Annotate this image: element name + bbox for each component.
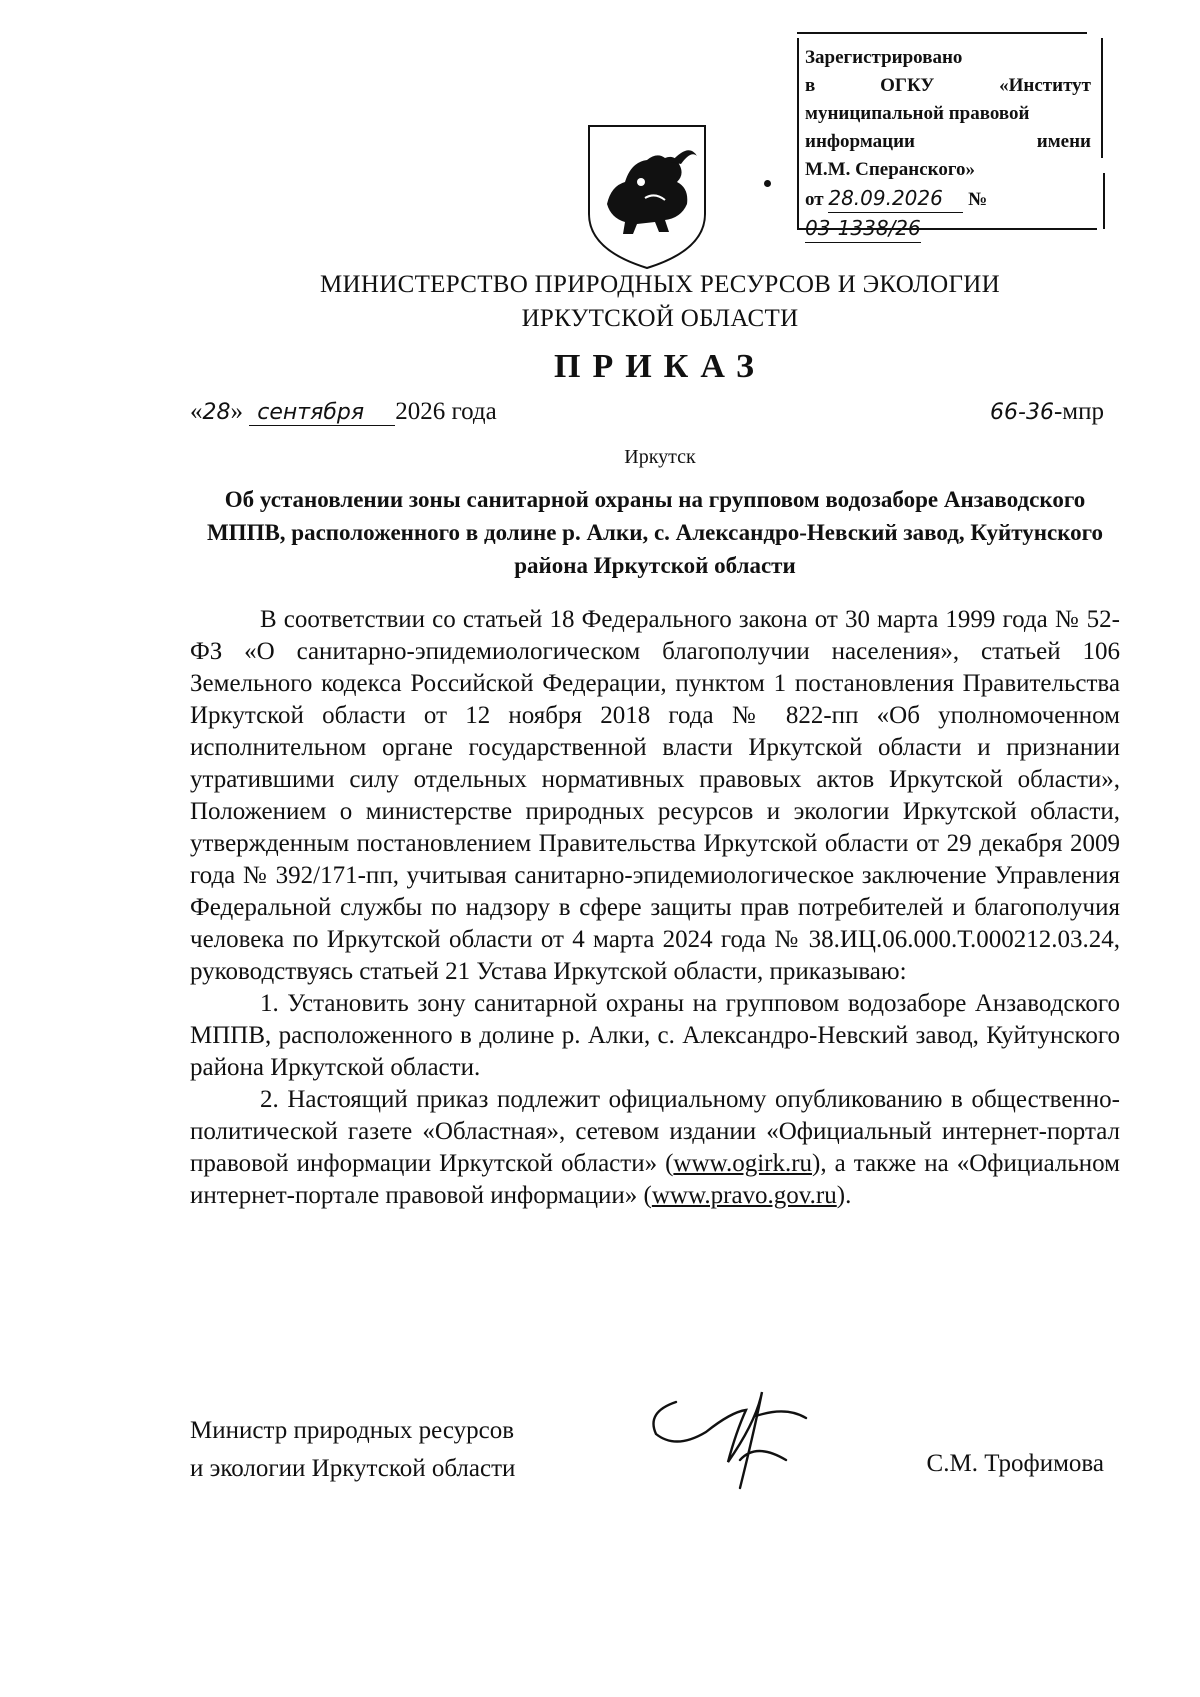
mark-dot — [764, 180, 771, 187]
coat-of-arms-icon — [585, 122, 709, 270]
stamp-date-line: от 28.09.2026 №03-1338/26 — [805, 184, 1097, 244]
paragraph-2: 1. Установить зону санитарной охраны на групповом водозаборе Анзаводского МППВ, расположенного в долине р. Алки, с. Александро-Невский завод, Куйтунского района Иркутской области. — [190, 990, 1120, 1081]
paragraph-3: 2. Настоящий приказ подлежит официальному опубликованию в общественно-политической газете «Областная», сетевом издании «Официальный интернет-портал правовой информации Иркутской области» (www.ogirk.ru), а также на «Официальном интернет-портале правовой информации» (www.pravo.gov.ru). — [190, 1086, 1121, 1209]
order-body — [190, 604, 1120, 1212]
stamp-line-1: Зарегистрировано — [805, 47, 963, 68]
link-ogirk[interactable]: www.ogirk.ru — [673, 1150, 813, 1177]
stamp-line-2: в ОГКУ «Институт — [805, 75, 1091, 96]
stamp-reg-number: 03-1338/26 — [805, 214, 921, 243]
handwritten-signature-icon — [636, 1372, 836, 1492]
signer-position: Министр природных ресурсов и экологии Иркутской области — [190, 1417, 516, 1482]
order-city: Иркутск — [624, 446, 696, 468]
order-subject: Об установлении зоны санитарной охраны на групповом водозаборе Анзаводского МППВ, расположенного в долине р. Алки, с. Александро-Невский завод, Куйтунского района Иркутской области — [206, 487, 1104, 578]
document-title: ПРИКАЗ — [554, 348, 766, 385]
order-date: «28» сентября 2026 года — [190, 398, 497, 425]
order-day: 28 — [202, 400, 231, 425]
stamp-line-5: М.М. Сперанского» — [805, 159, 976, 180]
paragraph-1: В соответствии со статьей 18 Федерального закона от 30 марта 1999 года № 52-ФЗ «О санитарно-эпидемиологическом благополучии населения», статьей 106 Земельного кодекса Российской Федерации, пунктом 1 постановления Правительства Иркутской области от 12 ноября 2018 года № 822-пп «Об уполномоченном исполнительном органе государственной власти Иркутской области и признании утратившими силу отдельных нормативных правовых актов Иркутской области», Положением о министерстве природных ресурсов и экологии Иркутской области, утвержденным постановлением Правительства Иркутской области от 29 декабря 2009 года № 392/171-пп, учитывая санитарно-эпидемиологическое заключение Управления Федеральной службы по надзору в сфере защиты прав потребителей и благополучия человека по Иркутской области от 4 марта 2024 года № 38.ИЦ.06.000.Т.000212.03.24, руководствуясь статьей 21 Устава Иркутской области, приказываю: — [190, 606, 1120, 985]
stamp-line-3: муниципальной правовой — [805, 103, 1030, 124]
stamp-reg-date: 28.09.2026 — [828, 184, 963, 213]
signer-name: С.М. Трофимова — [926, 1450, 1104, 1477]
ministry-name: МИНИСТЕРСТВО ПРИРОДНЫХ РЕСУРСОВ И ЭКОЛОГИИ ИРКУТСКОЙ ОБЛАСТИ — [320, 271, 1000, 332]
order-number: 66-36-мпр — [990, 398, 1104, 425]
stamp-line-4: информации имени — [805, 131, 1091, 152]
order-month: сентября — [249, 400, 395, 426]
order-year: 2026 года — [395, 398, 497, 425]
link-pravo[interactable]: www.pravo.gov.ru — [651, 1182, 837, 1209]
registration-stamp — [797, 38, 1097, 240]
